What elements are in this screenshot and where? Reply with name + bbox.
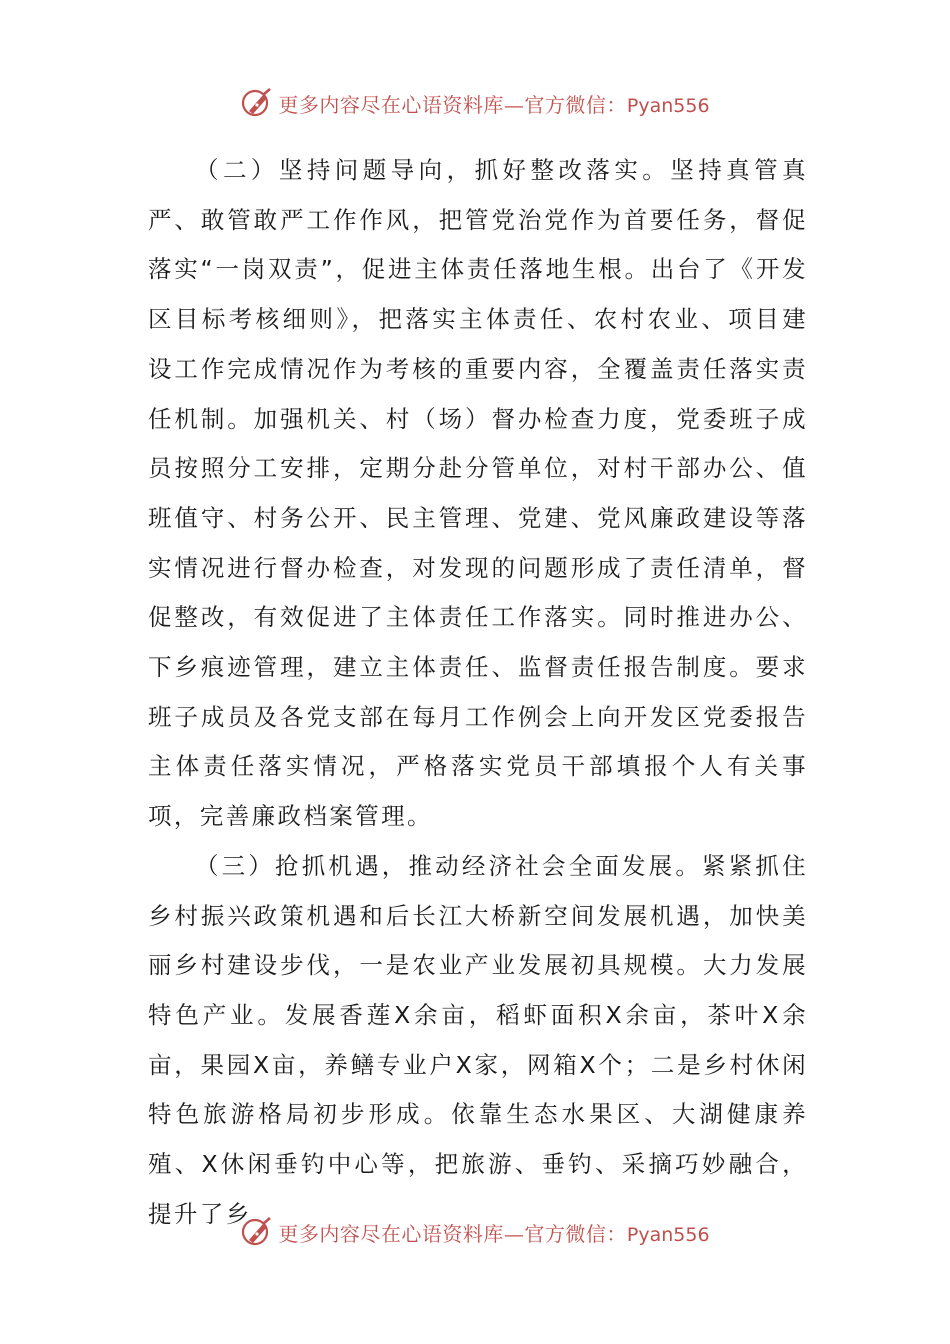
watermark-site-text: 更多内容尽在心语资料库—官方微信： [278, 92, 627, 117]
paragraph-rectification: （二）坚持问题导向，抓好整改落实。坚持真管真严、敢管敢严工作作风，把管党治党作为首要任务，督促落实“一岗双责”，促进主体责任落地生根。出台了《开发区目标考核细则》，把落实主体责任、农村农业、项目建设工作完成情况作为考核的重要内容，全覆盖责任落实责任机制。加强机关、村（场）督办检查力度，党委班子成员按照分工安排，定期分赴分管单位，对村干部办公、值班值守、村务公开、民主管理、党建、党风廉政建设等落实情况进行督办检查，对发现的问题形成了责任清单，督促整改，有效促进了主体责任工作落实。同时推进办公、下乡痕迹管理，建立主体责任、监督责任报告制度。要求班子成员及各党支部在每月工作例会上向开发区党委报告主体责任落实情况，严格落实党员干部填报个人有关事项，完善廉政档案管理。 [148, 156, 808, 831]
watermark-wechat-id: Pyan556 [626, 94, 710, 117]
watermark-text [278, 89, 709, 118]
paragraph-development: （三）抢抓机遇，推动经济社会全面发展。紧紧抓住乡村振兴政策机遇和后长江大桥新空间发展机遇，加快美丽乡村建设步伐，一是农业产业发展初具规模。大力发展特色产业。发展香莲X余亩，稻虾面积X余亩，茶叶X余亩，果园X亩，养鳝专业户X家，网箱X个；二是乡村休闲特色旅游格局初步形成。依靠生态水果区、大湖健康养殖、X休闲垂钓中心等，把旅游、垂钓、采摘巧妙融合，提升了乡 [148, 851, 808, 1228]
document-body [148, 146, 808, 1239]
watermark-text [278, 1218, 709, 1247]
watermark-wechat-id: Pyan556 [626, 1223, 710, 1246]
watermark-banner-top [0, 80, 950, 126]
pen-nib-logo-icon [240, 1215, 274, 1249]
watermark-banner-bottom [0, 1209, 950, 1255]
watermark-site-text: 更多内容尽在心语资料库—官方微信： [278, 1221, 627, 1246]
pen-nib-logo-icon [240, 86, 274, 120]
